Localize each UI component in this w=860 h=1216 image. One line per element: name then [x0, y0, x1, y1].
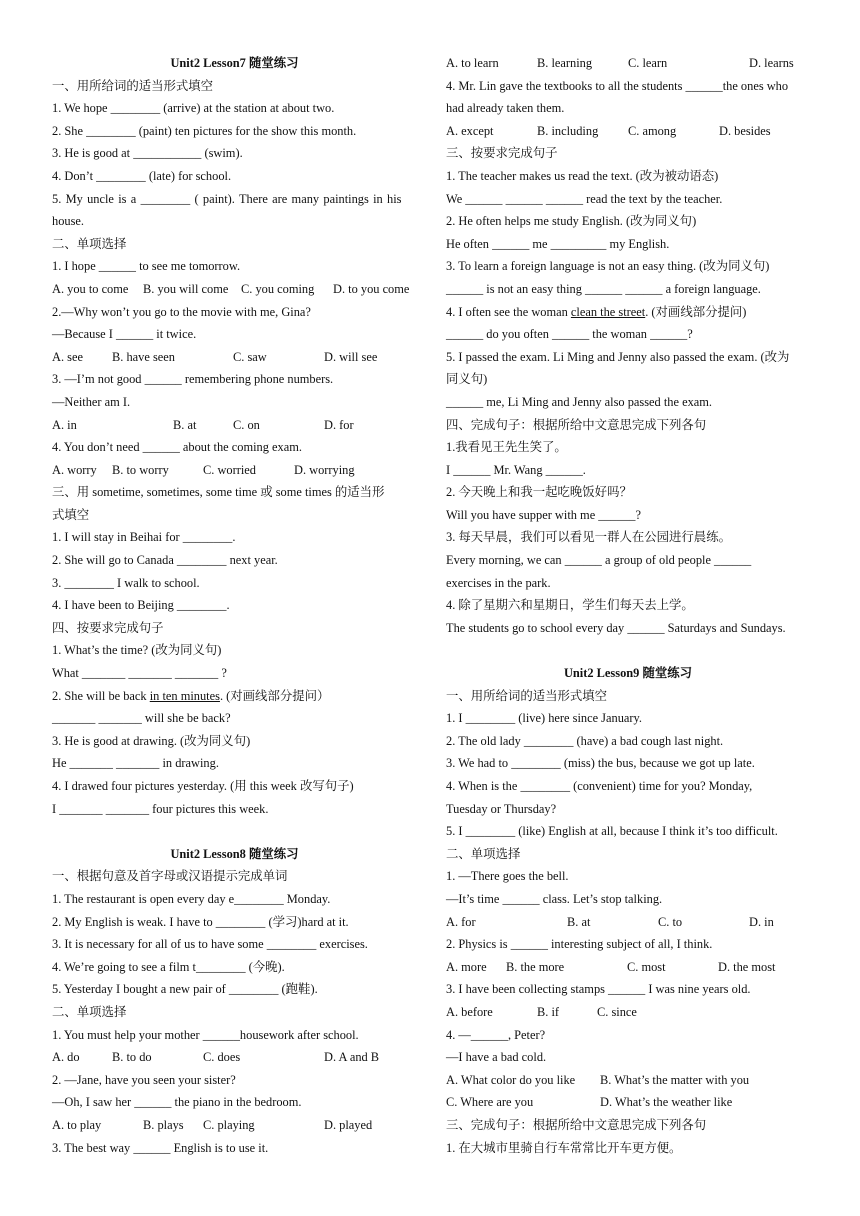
- option: B. to do: [112, 1050, 152, 1065]
- option: D. A and B: [324, 1050, 380, 1065]
- spacer: [52, 820, 417, 843]
- option: A. in: [52, 417, 77, 432]
- question-stem-cont: 同义句): [446, 372, 488, 387]
- lesson8-title: Unit2 Lesson8 随堂练习: [170, 846, 299, 861]
- question-stem: 1. You must help your mother ______housework after school.: [52, 1027, 359, 1042]
- answer-line: He often ______ me _________ my English.: [446, 236, 670, 251]
- question-stem: 1. What’s the time? (改为同义句): [52, 643, 222, 658]
- lesson7-sec3-item: 4. I have been to Beijing ________.: [52, 598, 230, 613]
- lesson9-sec1-item: 1. I ________ (live) here since January.: [446, 711, 643, 726]
- option: D. to you come: [333, 281, 410, 296]
- lesson7-sec3-item: 3. ________ I walk to school.: [52, 575, 200, 590]
- options-row: [52, 278, 417, 301]
- option: A. do: [52, 1050, 80, 1065]
- answer-line: _______ _______ will she be back?: [52, 711, 231, 726]
- option: A. you to come: [52, 281, 129, 296]
- question-reply: —It’s time ______ class. Let’s stop talking.: [446, 891, 663, 906]
- question-stem: 4. You don’t need ______ about the coming exam.: [52, 440, 302, 455]
- question-stem-cont: had already taken them.: [446, 101, 565, 116]
- options-row: [52, 346, 417, 369]
- question-stem: 3. 每天早晨，我们可以看见一群人在公园进行晨练。: [446, 530, 731, 545]
- lesson8-sec1-item: 4. We’re going to see a film t________ (今晚).: [52, 959, 285, 974]
- question-reply: —Because I ______ it twice.: [52, 327, 197, 342]
- question-stem: 4. 除了星期六和星期日，学生们每天去上学。: [446, 598, 694, 613]
- answer-line: We ______ ______ ______ read the text by the teacher.: [446, 191, 723, 206]
- options-row: [52, 1114, 417, 1137]
- question-stem: 1. The teacher makes us read the text. (改为被动语态): [446, 168, 719, 183]
- lesson9-sec2-header: 二、单项选择: [446, 846, 521, 861]
- option: B. to worry: [112, 462, 169, 477]
- answer-line: I ______ Mr. Wang ______.: [446, 462, 586, 477]
- lesson9-sec1-item: Tuesday or Thursday?: [446, 801, 557, 816]
- question-stem: 2. 今天晚上和我一起吃晚饭好吗？: [446, 485, 632, 500]
- question-stem: 3. The best way ______ English is to use it.: [52, 1140, 269, 1155]
- question-stem: 3. —I’m not good ______ remembering phone numbers.: [52, 372, 334, 387]
- option: A. worry: [52, 462, 97, 477]
- option: C. most: [627, 959, 666, 974]
- lesson9-title: Unit2 Lesson9 随堂练习: [563, 666, 693, 681]
- question-stem: [52, 685, 417, 708]
- option: C. to: [658, 914, 683, 929]
- option: C. among: [628, 123, 677, 138]
- question-stem: 4. Mr. Lin gave the textbooks to all the students ______the ones who: [446, 78, 789, 93]
- option: D. for: [324, 417, 354, 432]
- options-row: [446, 1001, 810, 1024]
- stem-text: . (对画线部分提问）: [219, 688, 330, 703]
- option: B. learning: [537, 56, 593, 70]
- option: B. at: [173, 417, 197, 432]
- question-stem: [446, 301, 810, 324]
- option: D. learns: [749, 56, 794, 70]
- options-row: [446, 52, 810, 75]
- lesson9-sec1-header: 一、用所给词的适当形式填空: [446, 688, 608, 703]
- lesson9-sec1-item: 2. The old lady ________ (have) a bad cough last night.: [446, 733, 724, 748]
- question-stem: 1. I hope ______ to see me tomorrow.: [52, 259, 241, 274]
- option: B. if: [537, 1004, 560, 1019]
- underlined-phrase: clean the street: [570, 304, 646, 319]
- option: D. in: [749, 914, 774, 929]
- option: A. see: [52, 349, 83, 364]
- question-stem: 1.我看见王先生笑了。: [446, 440, 567, 455]
- answer-line: ______ do you often ______ the woman ______?: [446, 327, 693, 342]
- option: C. learn: [628, 56, 668, 70]
- lesson7-sec1-item: 2. She ________ (paint) ten pictures for the show this month.: [52, 123, 357, 138]
- option: C. you coming: [241, 281, 315, 296]
- lesson9-sec1-item: 4. When is the ________ (convenient) time for you? Monday,: [446, 779, 753, 793]
- lesson7-sec3-item: 2. She will go to Canada ________ next year.: [52, 553, 278, 568]
- answer-line: Every morning, we can ______ a group of old people ______: [446, 553, 752, 568]
- options-row: [446, 1091, 810, 1114]
- option: D. the most: [718, 959, 776, 974]
- option: C. on: [233, 417, 260, 432]
- lesson7-sec3-item: 1. I will stay in Beihai for ________.: [52, 530, 236, 545]
- option: C. worried: [203, 462, 256, 477]
- option: B. plays: [143, 1117, 184, 1132]
- answer-line-cont: exercises in the park.: [446, 575, 551, 590]
- lesson7-sec1-header: 一、用所给词的适当形式填空: [52, 78, 214, 93]
- option: C. Where are you: [446, 1095, 534, 1110]
- option: A. before: [446, 1004, 493, 1019]
- question-stem: 3. To learn a foreign language is not an easy thing. (改为同义句): [446, 259, 770, 274]
- option: C. saw: [233, 349, 267, 364]
- question-reply: —Neither am I.: [52, 394, 131, 409]
- right-column: [446, 52, 810, 1159]
- lesson7-title: Unit2 Lesson7 随堂练习: [170, 56, 299, 70]
- lesson8-sec1-item: 2. My English is weak. I have to ________ (学习)hard at it.: [52, 914, 349, 929]
- question-stem: 4. I drawed four pictures yesterday. (用 this week 改写句子): [52, 779, 354, 793]
- question-stem: 1. 在大城市里骑自行车常常比开车更方便。: [446, 1140, 682, 1155]
- question-stem: 2. Physics is ______ interesting subject of all, I think.: [446, 937, 713, 952]
- lesson7-sec2-header: 二、单项选择: [52, 236, 127, 251]
- option: A. except: [446, 123, 494, 138]
- answer-line: ______ is not an easy thing ______ ______ a foreign language.: [446, 281, 761, 296]
- question-reply: —I have a bad cold.: [446, 1050, 547, 1065]
- options-row: [52, 1046, 417, 1069]
- left-column: [52, 52, 417, 1159]
- question-stem: 5. I passed the exam. Li Ming and Jenny also passed the exam. (改为: [446, 349, 790, 364]
- options-row: [52, 414, 417, 437]
- lesson8-sec1-item: 5. Yesterday I bought a new pair of ________ (跑鞋).: [52, 982, 318, 997]
- lesson9-sec1-item: 5. I ________ (like) English at all, because I think it’s too difficult.: [446, 824, 778, 839]
- option: C. since: [597, 1004, 637, 1019]
- option: B. the more: [506, 959, 565, 974]
- options-row: [446, 120, 810, 143]
- answer-line: He _______ _______ in drawing.: [52, 756, 219, 771]
- lesson7-sec4-header: 四、按要求完成句子: [52, 620, 164, 635]
- answer-line: I _______ _______ four pictures this week.: [52, 801, 269, 816]
- option: B. have seen: [112, 349, 175, 364]
- question-stem: 4. —______, Peter?: [446, 1027, 546, 1042]
- lesson7-sec1-item: 3. He is good at ___________ (swim).: [52, 146, 243, 161]
- option: D. worrying: [294, 462, 355, 477]
- lesson8-sec4-header: 四、完成句子：根据所给中文意思完成下列各句: [446, 417, 707, 432]
- question-stem: 2.—Why won’t you go to the movie with me, Gina?: [52, 304, 311, 319]
- question-stem: 2. —Jane, have you seen your sister?: [52, 1072, 236, 1087]
- option: B. at: [567, 914, 591, 929]
- spacer: [446, 639, 810, 662]
- lesson9-sec1-item: 3. We had to ________ (miss) the bus, because we got up late.: [446, 756, 755, 771]
- option: A. for: [446, 914, 476, 929]
- option: C. playing: [203, 1117, 255, 1132]
- lesson9-sec3-header: 三、完成句子：根据所给中文意思完成下列各句: [446, 1117, 707, 1132]
- lesson8-sec1-header: 一、根据句意及首字母或汉语提示完成单词: [52, 869, 288, 884]
- option: A. more: [446, 959, 487, 974]
- question-stem: 3. I have been collecting stamps ______ I was nine years old.: [446, 982, 751, 997]
- lesson7-sec1-item: 5. My uncle is a ________ ( paint). There are many paintings in his: [52, 191, 402, 206]
- underlined-phrase: in ten minutes: [149, 688, 220, 703]
- lesson8-sec1-item: 3. It is necessary for all of us to have some ________ exercises.: [52, 937, 368, 952]
- answer-line: What _______ _______ _______ ?: [52, 666, 227, 681]
- option: B. What’s the matter with you: [600, 1072, 750, 1087]
- question-reply: —Oh, I saw her ______ the piano in the bedroom.: [52, 1095, 302, 1110]
- option: A. What color do you like: [446, 1072, 576, 1087]
- options-row: [446, 1069, 810, 1092]
- option: C. does: [203, 1050, 241, 1065]
- lesson8-sec1-item: 1. The restaurant is open every day e________ Monday.: [52, 891, 331, 906]
- lesson8-sec2-header: 二、单项选择: [52, 1004, 127, 1019]
- answer-line: ______ me, Li Ming and Jenny also passed the exam.: [446, 394, 713, 409]
- stem-text: . (对画线部分提问): [645, 304, 747, 319]
- lesson7-sec1-item: 4. Don’t ________ (late) for school.: [52, 168, 232, 183]
- answer-line: The students go to school every day ______ Saturdays and Sundays.: [446, 620, 786, 635]
- option: D. besides: [719, 123, 771, 138]
- option: A. to learn: [446, 56, 499, 70]
- options-row: [446, 911, 810, 934]
- option: B. you will come: [143, 281, 229, 296]
- question-stem: 2. He often helps me study English. (改为同义句): [446, 214, 697, 229]
- options-row: [446, 956, 810, 979]
- question-stem: 3. He is good at drawing. (改为同义句): [52, 733, 251, 748]
- stem-text: 4. I often see the woman: [446, 304, 571, 319]
- lesson7-sec1-item: house.: [52, 214, 85, 229]
- option: B. including: [537, 123, 599, 138]
- stem-text: 2. She will be back: [52, 688, 150, 703]
- option: D. What’s the weather like: [600, 1095, 733, 1110]
- lesson8-sec3-header: 三、按要求完成句子: [446, 146, 558, 161]
- question-stem: 1. —There goes the bell.: [446, 869, 569, 884]
- lesson7-sec3-header-cont: 式填空: [52, 507, 90, 522]
- option: D. played: [324, 1117, 373, 1132]
- option: D. will see: [324, 349, 378, 364]
- lesson7-sec3-header: 三、用 sometime, sometimes, some time 或 some times 的适当形: [52, 485, 385, 500]
- options-row: [52, 459, 417, 482]
- answer-line: Will you have supper with me ______?: [446, 507, 641, 522]
- lesson7-sec1-item: 1. We hope ________ (arrive) at the station at about two.: [52, 101, 335, 116]
- option: A. to play: [52, 1117, 102, 1132]
